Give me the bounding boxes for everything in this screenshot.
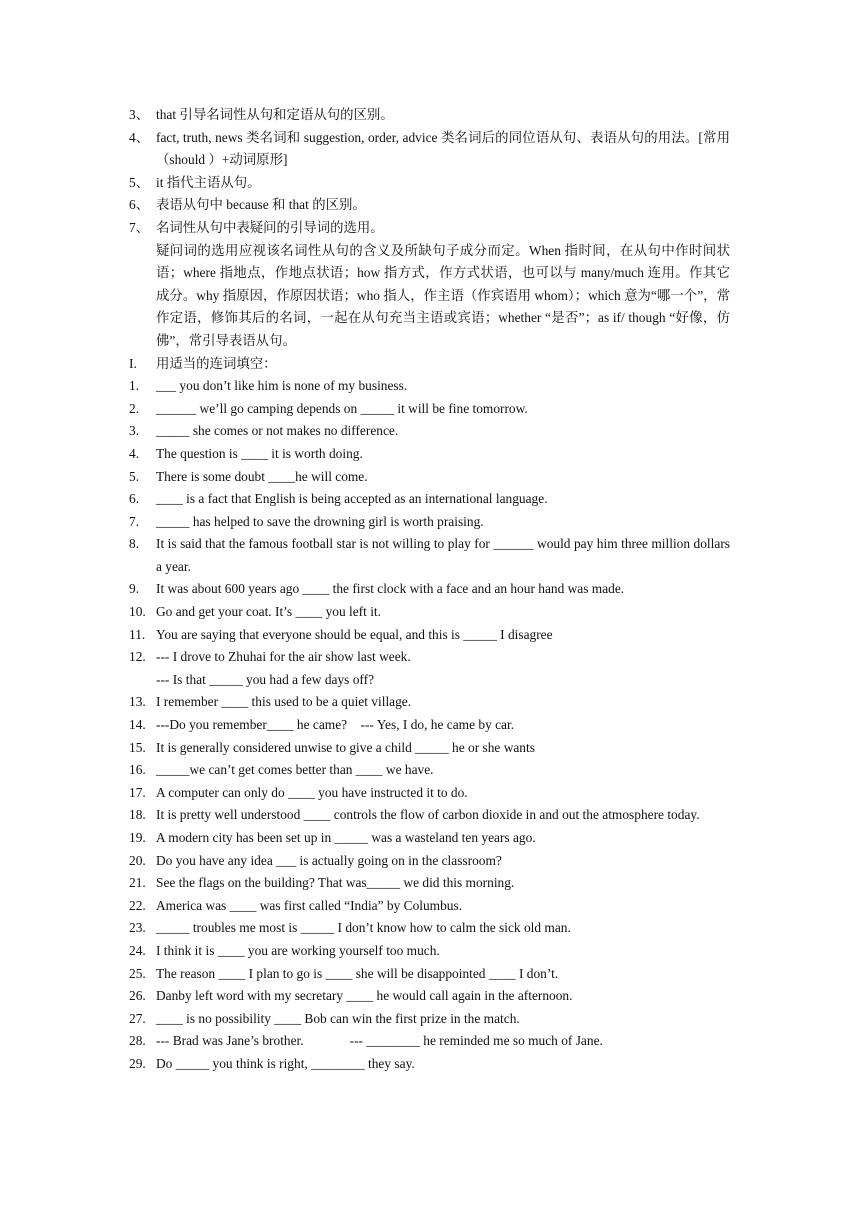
note-item — [129, 172, 730, 195]
exercise-number: 26. — [129, 988, 146, 1004]
exercise-text: Do _____ you think is right, ________ they say. — [156, 1055, 415, 1071]
exercise-item — [129, 895, 730, 918]
exercise-number: 9. — [129, 581, 140, 597]
dialogue-answer: --- Yes, I do, he came by car. — [360, 717, 515, 733]
exercise-item — [129, 533, 730, 578]
exercise-number: 4. — [129, 445, 140, 461]
exercise-number: 25. — [129, 965, 146, 981]
note-text: 表语从句中 because 和 that 的区别。 — [156, 197, 366, 213]
exercise-item — [129, 1008, 730, 1031]
exercise-number: 12. — [129, 649, 146, 665]
exercise-item — [129, 646, 730, 669]
exercise-number: 6. — [129, 491, 140, 507]
exercise-text — [156, 714, 730, 737]
note-text: that 引导名词性从句和定语从句的区别。 — [156, 107, 394, 122]
section-title: 用适当的连词填空： — [156, 355, 277, 371]
exercise-item — [129, 443, 730, 466]
exercise-text: I remember ____ this used to be a quiet village. — [156, 694, 412, 710]
exercise-text: It is generally considered unwise to give a child _____ he or she wants — [156, 739, 535, 755]
exercise-number: 1. — [129, 378, 140, 394]
exercise-number: 29. — [129, 1055, 146, 1071]
note-number: 7、 — [129, 219, 150, 235]
explanation-paragraph: 疑问词的选用应视该名词性从句的含义及所缺句子成分而定。When 指时间，在从句中作时间状语；where 指地点，作地点状语；how 指方式，作方式状语，也可以与 many/much 连用。作其它成分。why 指原因，作原因状语；who 指人，作主语（作宾语用 whom）；which 意为“哪一个”，常作定语，修饰其后的名词，一起在从句充当主语或宾语；whether “是否”；as if/ though “好像，仿佛”，常引导表语从句。 — [156, 242, 730, 348]
note-item — [129, 127, 730, 172]
exercise-number: 18. — [129, 807, 146, 823]
exercise-text: ____ is a fact that English is being accepted as an international language. — [156, 491, 548, 507]
exercise-item — [129, 940, 730, 963]
exercise-number: 3. — [129, 423, 140, 439]
exercise-item — [129, 511, 730, 534]
exercise-item — [129, 398, 730, 421]
exercise-number: 21. — [129, 875, 146, 891]
exercise-item — [129, 1030, 730, 1053]
note-number: 5、 — [129, 174, 150, 190]
section-heading — [129, 353, 730, 376]
exercise-number: 13. — [129, 694, 146, 710]
note-item — [129, 194, 730, 217]
exercise-number: 8. — [129, 536, 140, 552]
exercise-number: 28. — [129, 1033, 146, 1049]
dialogue-question: --- Brad was Jane’s brother. — [156, 1033, 304, 1049]
exercise-number: 7. — [129, 513, 140, 529]
exercise-text: The question is ____ it is worth doing. — [156, 445, 363, 461]
exercise-item — [129, 578, 730, 601]
note-text: it 指代主语从句。 — [156, 174, 261, 190]
exercise-item — [129, 985, 730, 1008]
exercise-item — [129, 737, 730, 760]
note-number: 4、 — [129, 129, 150, 145]
exercise-number: 19. — [129, 830, 146, 845]
exercise-text: _____ she comes or not makes no difference. — [156, 423, 399, 439]
exercise-item — [129, 488, 730, 511]
document-body — [129, 104, 730, 1076]
section-number: I. — [129, 355, 137, 371]
exercise-number: 16. — [129, 762, 146, 778]
dialogue-question: ---Do you remember____ he came? — [156, 717, 348, 733]
exercise-number: 22. — [129, 897, 146, 913]
exercise-text: It is pretty well understood ____ controls the flow of carbon dioxide in and out the atmosphere today. — [156, 807, 700, 823]
exercise-text: ___ you don’t like him is none of my business. — [156, 378, 408, 394]
exercise-number: 17. — [129, 784, 146, 800]
exercise-text: _____we can’t get comes better than ____ we have. — [156, 762, 434, 778]
exercise-text: Go and get your coat. It’s ____ you left it. — [156, 604, 381, 620]
exercise-text: Do you have any idea ___ is actually going on in the classroom? — [156, 852, 502, 868]
exercise-item — [129, 420, 730, 443]
exercise-text: There is some doubt ____he will come. — [156, 468, 368, 484]
exercise-text: Danby left word with my secretary ____ he would call again in the afternoon. — [156, 988, 573, 1004]
exercise-item — [129, 917, 730, 940]
exercise-text: ______ we’ll go camping depends on _____ it will be fine tomorrow. — [156, 400, 528, 416]
exercise-item — [129, 804, 730, 827]
exercise-item — [129, 782, 730, 805]
exercise-number: 14. — [129, 717, 146, 733]
exercise-text: It is said that the famous football star is not willing to play for ______ would pay him three million dollars a year. — [156, 536, 730, 574]
exercise-text: ____ is no possibility ____ Bob can win the first prize in the match. — [156, 1010, 520, 1026]
exercise-item — [129, 466, 730, 489]
exercise-text: --- I drove to Zhuhai for the air show last week. — [156, 649, 411, 665]
note-text: fact, truth, news 类名词和 suggestion, order, advice 类名词后的同位语从句、表语从句的用法。[常用（should ）+动词原形] — [156, 129, 730, 168]
exercise-number: 10. — [129, 604, 146, 620]
exercise-number: 24. — [129, 942, 146, 958]
exercise-item — [129, 1053, 730, 1076]
exercise-item — [129, 601, 730, 624]
note-number: 6、 — [129, 197, 150, 213]
exercise-number: 23. — [129, 920, 146, 936]
exercise-item — [129, 624, 730, 647]
exercise-item — [129, 872, 730, 895]
exercise-item — [129, 827, 730, 850]
exercise-text: _____ has helped to save the drowning girl is worth praising. — [156, 513, 484, 529]
exercise-text: See the flags on the building? That was_____ we did this morning. — [156, 875, 515, 891]
exercise-text: You are saying that everyone should be equal, and this is _____ I disagree — [156, 626, 553, 642]
exercise-number: 2. — [129, 400, 140, 416]
note-item — [129, 217, 730, 240]
dialogue-answer: --- ________ he reminded me so much of Jane. — [349, 1033, 603, 1049]
exercise-number: 5. — [129, 468, 140, 484]
exercise-text: A computer can only do ____ you have instructed it to do. — [156, 784, 468, 800]
exercise-item — [129, 691, 730, 714]
note-text: 名词性从句中表疑问的引导词的选用。 — [156, 219, 384, 235]
exercise-item — [129, 759, 730, 782]
exercise-text: America was ____ was first called “India” by Columbus. — [156, 897, 463, 913]
exercise-text: _____ troubles me most is _____ I don’t know how to calm the sick old man. — [156, 920, 571, 936]
note-item — [129, 104, 730, 127]
exercise-number: 20. — [129, 852, 146, 868]
note-number: 3、 — [129, 107, 150, 122]
exercise-number: 15. — [129, 739, 146, 755]
exercise-text: I think it is ____ you are working yourself too much. — [156, 942, 440, 958]
exercise-text: The reason ____ I plan to go is ____ she will be disappointed ____ I don’t. — [156, 965, 559, 981]
exercise-text: It was about 600 years ago ____ the first clock with a face and an hour hand was made. — [156, 581, 625, 597]
exercise-text: A modern city has been set up in _____ was a wasteland ten years ago. — [156, 830, 536, 845]
exercise-text — [156, 1030, 730, 1053]
exercise-item — [129, 963, 730, 986]
exercise-item — [129, 850, 730, 873]
exercise-continuation: --- Is that _____ you had a few days off? — [156, 671, 375, 687]
exercise-item — [129, 375, 730, 398]
exercise-item — [129, 714, 730, 737]
exercise-number: 27. — [129, 1010, 146, 1026]
exercise-number: 11. — [129, 626, 146, 642]
